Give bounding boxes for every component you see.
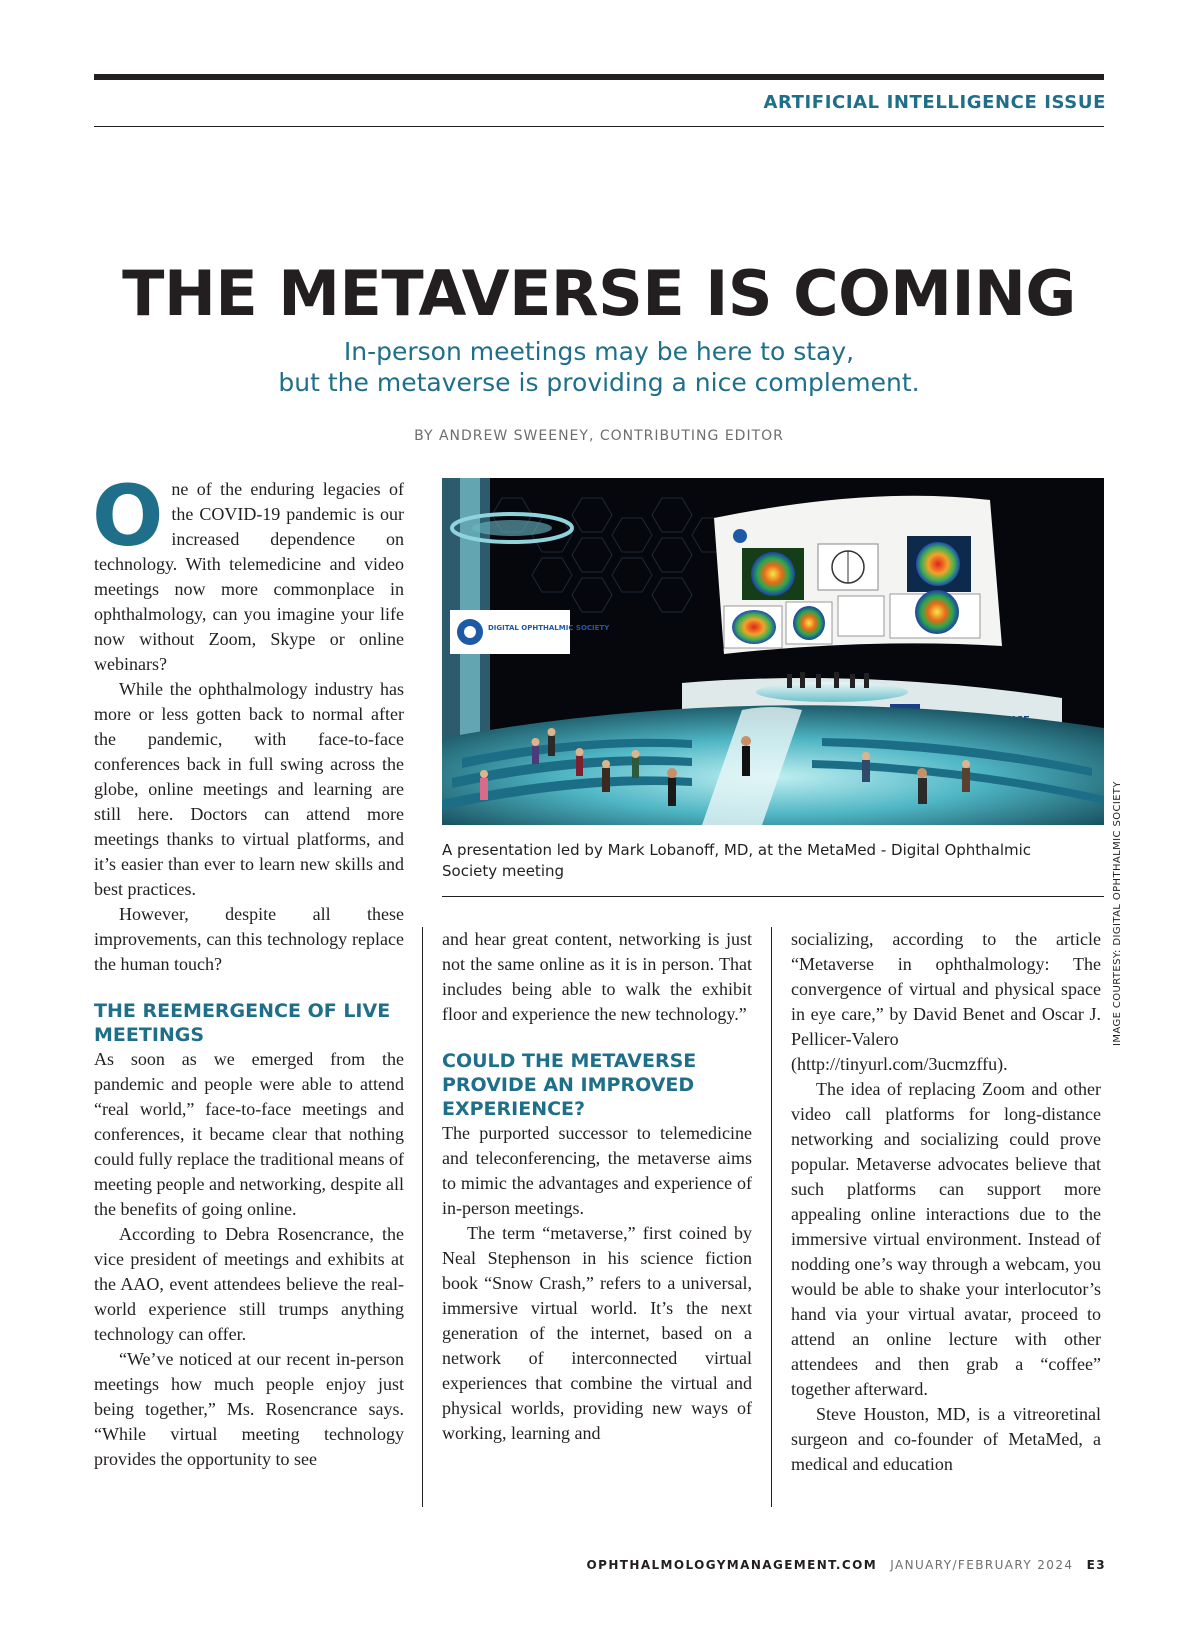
deck-line-1: In-person meetings may be here to stay, bbox=[343, 337, 855, 366]
metaverse-conference-photo bbox=[442, 478, 1104, 825]
article-deck bbox=[94, 336, 1104, 398]
article-title: THE METAVERSE IS COMING bbox=[122, 257, 1076, 330]
byline: BY ANDREW SWEENEY, CONTRIBUTING EDITOR bbox=[414, 428, 784, 444]
paragraph: One of the enduring legacies of the COVID-19 pandemic is our increased dependence on technology. With telemedicine and video meetings now more commonplace in ophthalmology, can you imagine your life now without Zoom, Skype or online webinars? bbox=[92, 467, 404, 674]
page-footer bbox=[587, 1558, 1106, 1572]
deck-line-2: but the metaverse is providing a nice complement. bbox=[278, 368, 920, 397]
figure-caption: A presentation led by Mark Lobanoff, MD, at the MetaMed - Digital Ophthalmic Society meeting bbox=[442, 841, 1032, 880]
paragraph: According to Debra Rosencrance, the vice president of meetings and exhibits at the AAO, event attendees believe the real-world experience still trumps anything technology can offer. bbox=[94, 1224, 404, 1344]
sign-text: DIGITAL OPHTHALMIC SOCIETY bbox=[488, 624, 610, 632]
body-column-3 bbox=[791, 927, 1101, 1477]
paragraph: “We’ve noticed at our recent in-person meetings how much people enjoy just being together,” Ms. Rosencrance says. “While virtual meeting technology provides the opportunity to see bbox=[94, 1349, 404, 1469]
header-rule bbox=[94, 126, 1104, 127]
issue-label: ARTIFICIAL INTELLIGENCE ISSUE bbox=[763, 92, 1106, 113]
page-number: E3 bbox=[1086, 1558, 1106, 1572]
paragraph: The idea of replacing Zoom and other video call platforms for long-distance networking and socializing could prove popular. Metaverse advocates believe that such platforms can support more appealing online interactions due to the immersive virtual environment. Instead of nodding one’s way through a webcam, you would be able to shake your interlocutor’s hand via your virtual avatar, proceed to attend an online lecture with other attendees and then grab a “coffee” together afterward. bbox=[791, 1079, 1101, 1399]
body-column-1 bbox=[92, 467, 404, 1472]
section-heading: THE REEMERGENCE OF LIVE MEETINGS bbox=[94, 1000, 391, 1046]
drop-cap: O bbox=[92, 467, 164, 565]
caption-rule bbox=[442, 896, 1104, 897]
image-credit: IMAGE COURTESY: DIGITAL OPHTHALMIC SOCIETY bbox=[1112, 781, 1123, 1046]
section-heading: COULD THE METAVERSE PROVIDE AN IMPROVED EXPERIENCE? bbox=[442, 1050, 697, 1120]
column-rule bbox=[422, 927, 423, 1507]
body-column-2 bbox=[442, 927, 752, 1446]
presentation-screen bbox=[714, 496, 1002, 654]
paragraph: and hear great content, networking is just not the same online as it is in person. That includes being able to walk the exhibit floor and experience the new technology.” bbox=[442, 929, 752, 1024]
paragraph: However, despite all these improvements, can this technology replace the human touch? bbox=[94, 904, 404, 974]
footer-date: JANUARY/FEBRUARY 2024 bbox=[890, 1558, 1074, 1572]
paragraph: The purported successor to telemedicine and teleconferencing, the metaverse aims to mimic the advantages and experience of in-person meetings. bbox=[442, 1123, 752, 1218]
paragraph: Steve Houston, MD, is a vitreoretinal surgeon and co-founder of MetaMed, a medical and education bbox=[791, 1404, 1101, 1474]
stage-platform bbox=[756, 682, 908, 702]
paragraph: The term “metaverse,” first coined by Neal Stephenson in his science fiction book “Snow Crash,” refers to a universal, immersive virtual world. It’s the next generation of the internet, based on a network of interconnected virtual experiences that combine the virtual and physical worlds, providing new ways of working, learning and bbox=[442, 1223, 752, 1443]
footer-site: OPHTHALMOLOGYMANAGEMENT.COM bbox=[586, 1558, 878, 1572]
paragraph: socializing, according to the article “Metaverse in ophthalmology: The convergence of virtual and physical space in eye care,” by David Benet and Oscar J. Pellicer-Valero (http://tinyurl.com/3ucmzffu). bbox=[791, 929, 1101, 1074]
top-rule bbox=[94, 74, 1104, 80]
column-rule bbox=[771, 927, 772, 1507]
paragraph: While the ophthalmology industry has more or less gotten back to normal after the pandemic, with face-to-face conferences back in full swing across the globe, online meetings and learning are still here. Doctors can attend more meetings thanks to virtual platforms, and it’s easier than ever to learn new skills and best practices. bbox=[94, 679, 404, 899]
paragraph: As soon as we emerged from the pandemic and people were able to attend “real world,” face-to-face meetings and conferences, it became clear that nothing could fully replace the traditional means of meeting people and networking, despite all the benefits of going online. bbox=[94, 1049, 404, 1219]
